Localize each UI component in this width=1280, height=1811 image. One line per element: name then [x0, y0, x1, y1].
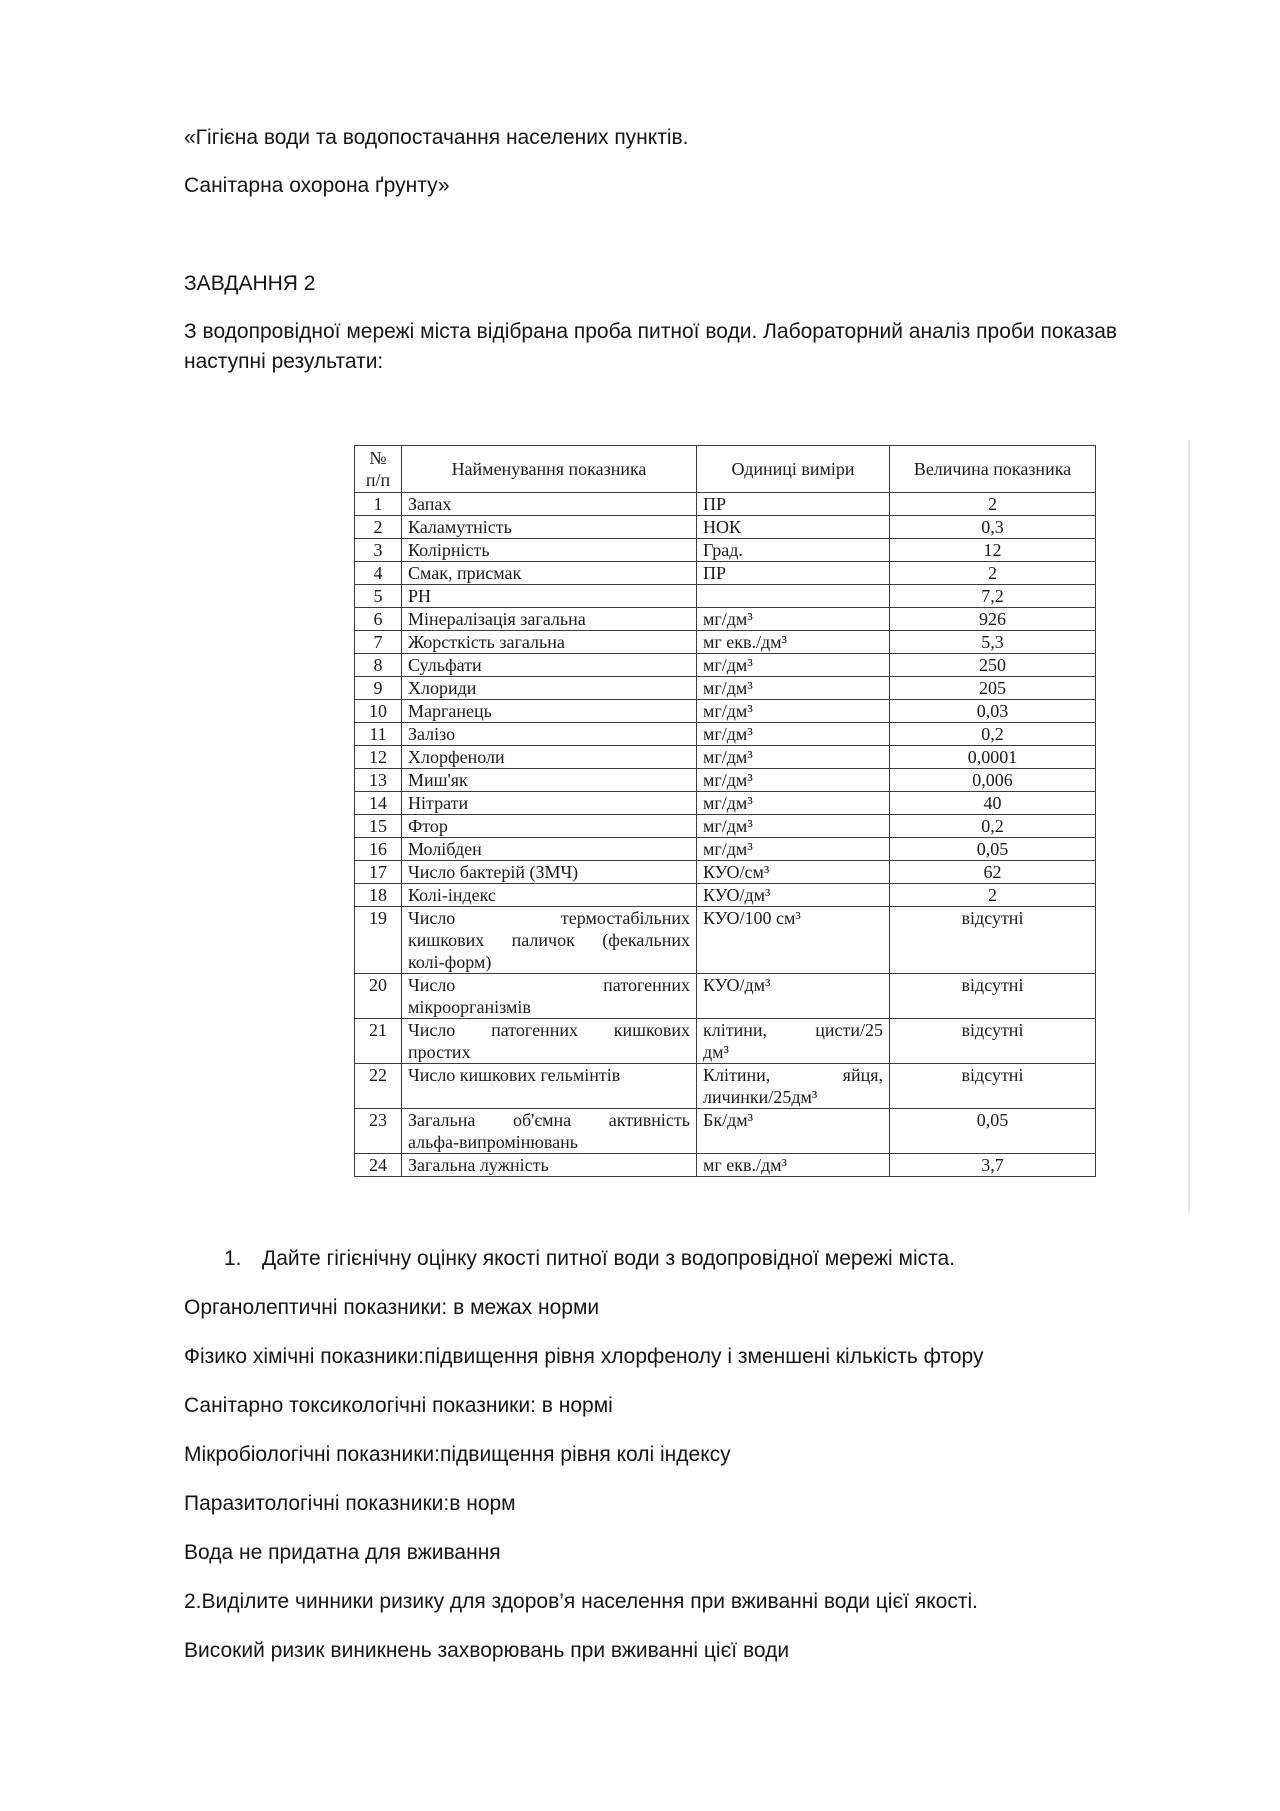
row-value: 0,2 [890, 815, 1096, 838]
header-unit: Одиниці виміри [697, 446, 890, 493]
row-value: відсутні [890, 974, 1096, 1019]
row-unit: мг екв./дм³ [697, 631, 890, 654]
table-row [355, 562, 1096, 585]
row-value: 926 [890, 608, 1096, 631]
row-unit: мг/дм³ [697, 677, 890, 700]
table-row [355, 884, 1096, 907]
row-number: 12 [355, 746, 402, 769]
row-unit: КУО/дм³ [697, 884, 890, 907]
row-name: Число патогенних кишкових простих [402, 1019, 697, 1064]
row-unit: Град. [697, 539, 890, 562]
row-unit: мг/дм³ [697, 723, 890, 746]
table-row [355, 723, 1096, 746]
table-body [355, 493, 1096, 1177]
header-name: Найменування показника [402, 446, 697, 493]
row-name: Хлорфеноли [402, 746, 697, 769]
task-intro-line-2: наступні результати: [184, 350, 384, 373]
table-row [355, 1109, 1096, 1154]
answer-risk: Високий ризик виникнень захворювань при вживанні цієї води [184, 1639, 790, 1662]
table-row [355, 769, 1096, 792]
subject-title-line-1: «Гігієна води та водопостачання населених пунктів. [184, 126, 689, 149]
row-name: Мінералізація загальна [402, 608, 697, 631]
row-name: Смак, присмак [402, 562, 697, 585]
row-number: 21 [355, 1019, 402, 1064]
row-number: 1 [355, 493, 402, 516]
row-number: 23 [355, 1109, 402, 1154]
row-value: 0,05 [890, 1109, 1096, 1154]
row-number: 17 [355, 861, 402, 884]
row-name: РН [402, 585, 697, 608]
table-row [355, 539, 1096, 562]
row-value: 0,006 [890, 769, 1096, 792]
row-unit: мг екв./дм³ [697, 1154, 890, 1177]
row-number: 7 [355, 631, 402, 654]
answer-physchem: Фізико хімічні показники:підвищення рівня хлорфенолу і зменшені кількість фтору [184, 1345, 984, 1368]
results-table-image [354, 445, 1096, 1177]
row-number: 14 [355, 792, 402, 815]
row-number: 3 [355, 539, 402, 562]
row-unit: мг/дм³ [697, 769, 890, 792]
row-value: 250 [890, 654, 1096, 677]
row-unit: КУО/см³ [697, 861, 890, 884]
row-unit: мг/дм³ [697, 608, 890, 631]
row-value: 2 [890, 884, 1096, 907]
answer-organoleptic: Органолептичні показники: в межах норми [184, 1296, 600, 1319]
row-name: Сульфати [402, 654, 697, 677]
table-row [355, 746, 1096, 769]
row-unit: мг/дм³ [697, 815, 890, 838]
row-name: Хлориди [402, 677, 697, 700]
table-row [355, 585, 1096, 608]
row-value: 0,03 [890, 700, 1096, 723]
row-value: 7,2 [890, 585, 1096, 608]
row-number: 15 [355, 815, 402, 838]
row-name: Каламутність [402, 516, 697, 539]
table-row [355, 631, 1096, 654]
answer-parasit: Паразитологічні показники:в норм [184, 1492, 516, 1515]
row-unit: мг/дм³ [697, 654, 890, 677]
row-number: 10 [355, 700, 402, 723]
row-value: 2 [890, 493, 1096, 516]
row-name: Число бактерій (ЗМЧ) [402, 861, 697, 884]
row-number: 19 [355, 907, 402, 974]
table-row [355, 907, 1096, 974]
row-name: Загальна лужність [402, 1154, 697, 1177]
row-number: 22 [355, 1064, 402, 1109]
row-name: Жорсткість загальна [402, 631, 697, 654]
row-unit: мг/дм³ [697, 746, 890, 769]
row-name: Залізо [402, 723, 697, 746]
table-row [355, 700, 1096, 723]
table-row [355, 1019, 1096, 1064]
task-intro-line-1: З водопровідної мережі міста відібрана проба питної води. Лабораторний аналіз проби показав [184, 320, 1118, 343]
row-unit: Клітини, яйця, личинки/25дм³ [697, 1064, 890, 1109]
row-number: 5 [355, 585, 402, 608]
row-number: 11 [355, 723, 402, 746]
row-number: 13 [355, 769, 402, 792]
row-value: 0,05 [890, 838, 1096, 861]
row-unit: ПР [697, 562, 890, 585]
table-row [355, 1064, 1096, 1109]
row-name: Нітрати [402, 792, 697, 815]
question-1-number: 1. [224, 1247, 242, 1270]
row-number: 24 [355, 1154, 402, 1177]
row-name: Колі-індекс [402, 884, 697, 907]
scan-image-edge [1188, 440, 1190, 1212]
row-value: відсутні [890, 1019, 1096, 1064]
table-row [355, 974, 1096, 1019]
row-name: Число термостабільних кишкових паличок (фекальних колі-форм) [402, 907, 697, 974]
table-row [355, 861, 1096, 884]
row-unit: мг/дм³ [697, 838, 890, 861]
row-value: 205 [890, 677, 1096, 700]
row-value: 0,2 [890, 723, 1096, 746]
row-unit: НОК [697, 516, 890, 539]
table-row [355, 654, 1096, 677]
row-value: 0,3 [890, 516, 1096, 539]
row-name: Число кишкових гельмінтів [402, 1064, 697, 1109]
table-row [355, 815, 1096, 838]
table-header-row [355, 446, 1096, 493]
row-value: 5,3 [890, 631, 1096, 654]
row-value: 40 [890, 792, 1096, 815]
row-number: 2 [355, 516, 402, 539]
row-unit: клітини, цисти/25 дм³ [697, 1019, 890, 1064]
row-name: Марганець [402, 700, 697, 723]
row-value: 3,7 [890, 1154, 1096, 1177]
row-number: 4 [355, 562, 402, 585]
row-value: 12 [890, 539, 1096, 562]
row-value: відсутні [890, 1064, 1096, 1109]
row-value: 62 [890, 861, 1096, 884]
header-value: Величина показника [890, 446, 1096, 493]
row-unit: КУО/дм³ [697, 974, 890, 1019]
question-1-text: Дайте гігієнічну оцінку якості питної води з водопровідної мережі міста. [262, 1247, 956, 1270]
row-name: Число патогенних мікроорганізмів [402, 974, 697, 1019]
question-2: 2.Виділите чинники ризику для здоров’я населення при вживанні води цієї якості. [184, 1590, 978, 1613]
table-row [355, 1154, 1096, 1177]
table-row [355, 516, 1096, 539]
row-unit: КУО/100 см³ [697, 907, 890, 974]
answer-toxic: Санітарно токсикологічні показники: в нормі [184, 1394, 613, 1417]
row-name: Загальна об'ємна активність альфа-випромінювань [402, 1109, 697, 1154]
results-table [354, 445, 1096, 1177]
row-value: 2 [890, 562, 1096, 585]
row-number: 9 [355, 677, 402, 700]
header-number: № п/п [355, 446, 402, 493]
task-title: ЗАВДАННЯ 2 [184, 272, 316, 295]
row-name: Миш'як [402, 769, 697, 792]
table-row [355, 792, 1096, 815]
answer-verdict: Вода не придатна для вживання [184, 1541, 501, 1564]
table-row [355, 608, 1096, 631]
subject-title-line-2: Санітарна охорона ґрунту» [184, 174, 450, 197]
row-value: відсутні [890, 907, 1096, 974]
row-number: 6 [355, 608, 402, 631]
row-value: 0,0001 [890, 746, 1096, 769]
table-row [355, 838, 1096, 861]
row-number: 18 [355, 884, 402, 907]
row-unit: мг/дм³ [697, 792, 890, 815]
row-unit: ПР [697, 493, 890, 516]
table-row [355, 677, 1096, 700]
row-name: Колірність [402, 539, 697, 562]
row-number: 20 [355, 974, 402, 1019]
row-unit: мг/дм³ [697, 700, 890, 723]
row-name: Молібден [402, 838, 697, 861]
row-unit: Бк/дм³ [697, 1109, 890, 1154]
row-name: Запах [402, 493, 697, 516]
row-number: 16 [355, 838, 402, 861]
row-number: 8 [355, 654, 402, 677]
row-name: Фтор [402, 815, 697, 838]
answer-micro: Мікробіологічні показники:підвищення рівня колі індексу [184, 1443, 731, 1466]
row-unit [697, 585, 890, 608]
table-row [355, 493, 1096, 516]
